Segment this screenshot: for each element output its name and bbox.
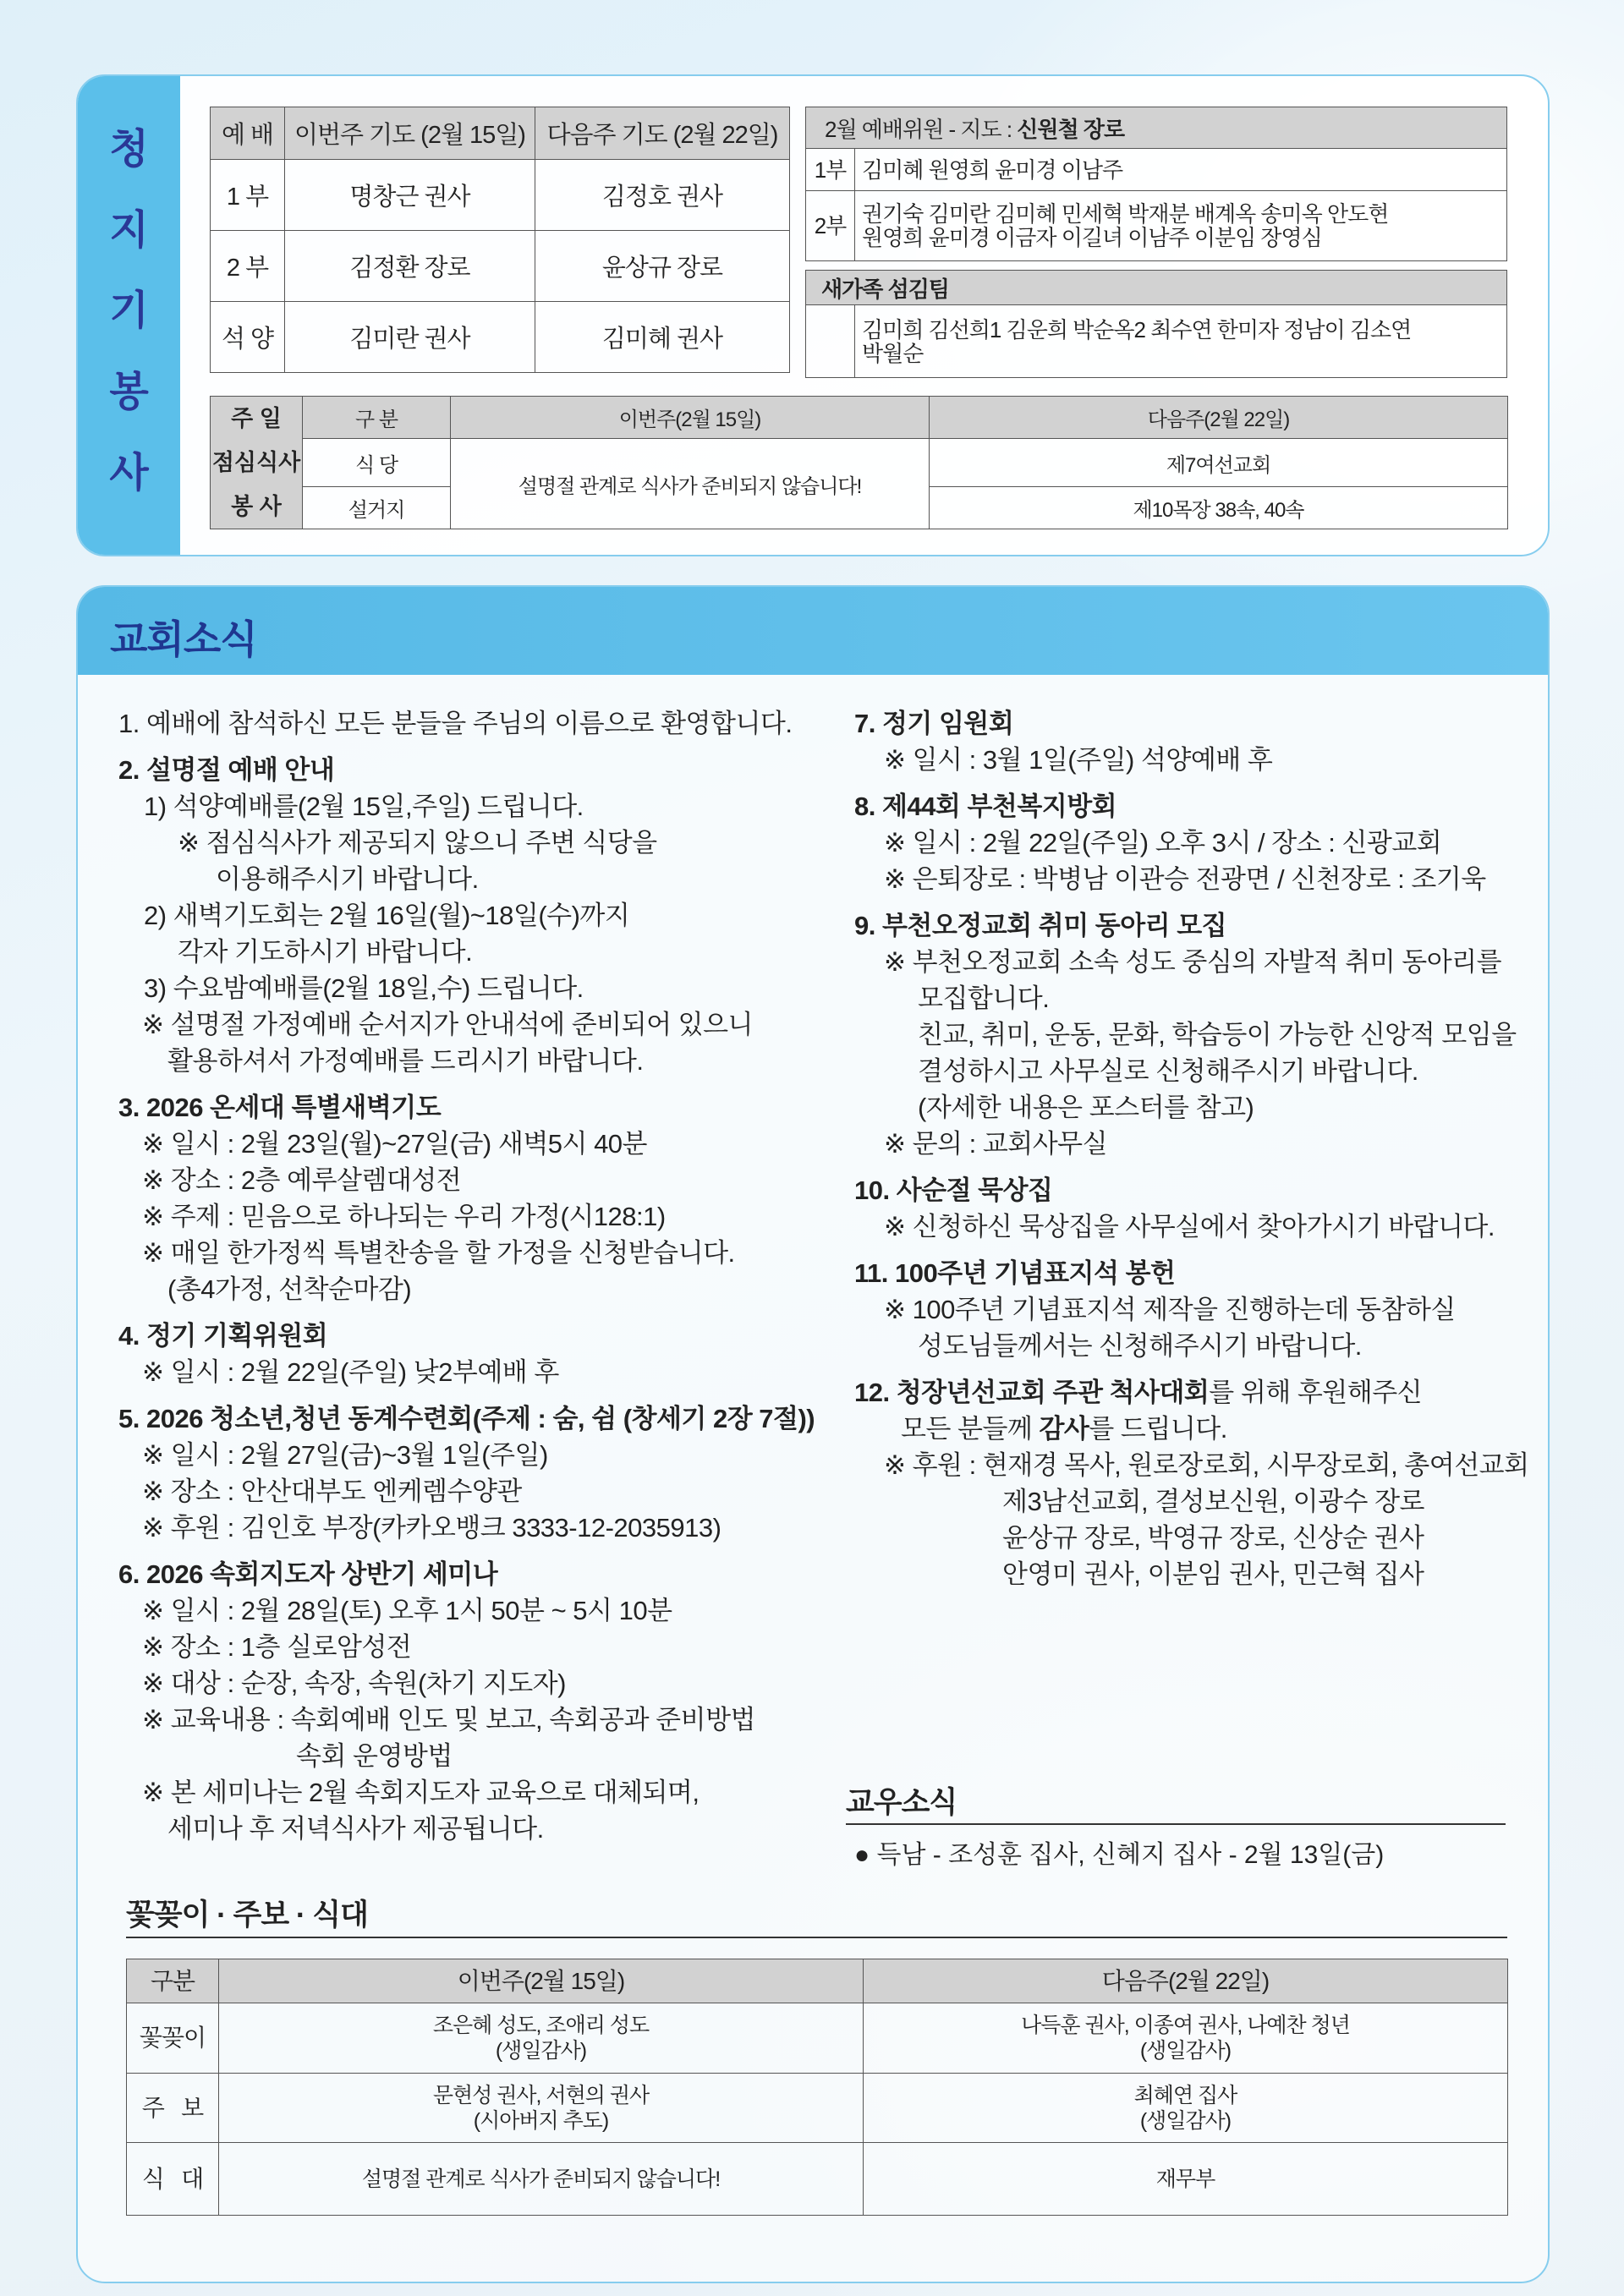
news-line xyxy=(854,1208,1529,1245)
header-cell: 다음주(2월 22일) xyxy=(930,397,1508,439)
this-week-cell: 설명절 관계로 식사가 준비되지 않습니다! xyxy=(451,439,930,529)
news-line xyxy=(118,825,815,861)
news-text: 모집합니다. xyxy=(918,984,1050,1013)
news-text: ※ 은퇴장로 : 박병남 이관승 전광면 / 신천장로 : 조기욱 xyxy=(884,864,1486,894)
news-text: 성도님들께서는 신청해주시기 바랍니다. xyxy=(918,1331,1362,1361)
news-line xyxy=(118,1198,815,1235)
names-line: 박월순 xyxy=(862,340,924,366)
news-line xyxy=(854,1483,1529,1520)
news-line xyxy=(118,934,815,970)
news-line xyxy=(854,1328,1529,1364)
news-text: ※ 일시 : 2월 22일(주일) 오후 3시 / 장소 : 신광교회 xyxy=(884,828,1442,858)
header-cell: 예 배 xyxy=(211,107,285,160)
side-label-line: 봉 사 xyxy=(231,494,282,519)
this-week-cell: 명창근 권사 xyxy=(285,160,535,231)
cell-line: 최혜연 집사 xyxy=(1133,2083,1237,2107)
names-cell xyxy=(855,191,1507,261)
news-text: 결성하시고 사무실로 신청해주시기 바랍니다. xyxy=(918,1056,1418,1086)
members-news-item xyxy=(854,1833,1384,1871)
news-text: 각자 기도하시기 바랍니다. xyxy=(178,937,473,967)
news-text: ※ 주제 : 믿음으로 하나되는 우리 가정(시128:1) xyxy=(142,1202,666,1231)
names-cell xyxy=(855,305,1507,378)
news-line xyxy=(854,1520,1529,1556)
news-text: 친교, 취미, 운동, 문화, 학습등이 가능한 신앙적 모임을 xyxy=(918,1020,1517,1049)
news-text: 감사 xyxy=(1039,1414,1089,1444)
divider xyxy=(126,1937,1507,1938)
news-left-column xyxy=(118,705,815,1847)
table-row xyxy=(806,305,1507,378)
names-line: 원영희 윤미경 이금자 이길녀 이남주 이분임 장영심 xyxy=(862,225,1322,250)
this-week-cell xyxy=(219,2074,864,2143)
news-text: 5. 2026 청소년,청년 동계수련회(주제 : 숨, 쉼 (창세기 2장 7절)) xyxy=(118,1404,815,1433)
title-char: 청 xyxy=(109,126,149,172)
this-week-cell: 김정환 장로 xyxy=(285,231,535,302)
names-cell: 김미혜 원영희 윤미경 이남주 xyxy=(855,149,1507,191)
news-text: 9. 부천오정교회 취미 동아리 모집 xyxy=(854,911,1227,940)
members-news-text: 득남 - 조성훈 집사, 신혜지 집사 - 2월 13일(금) xyxy=(876,1841,1385,1869)
news-right-column xyxy=(854,705,1529,1592)
news-text: 8. 제44회 부천복지방회 xyxy=(854,792,1117,821)
title-char: 사 xyxy=(109,451,149,496)
cell-line: (시아버지 추도) xyxy=(473,2108,609,2133)
names-line: 김미희 김선희1 김운희 박순옥2 최수연 한미자 정남이 김소연 xyxy=(862,316,1412,342)
next-week-cell: 윤상규 장로 xyxy=(535,231,790,302)
news-text: 를 위해 후원해주신 xyxy=(1209,1378,1423,1407)
lunch-service-table xyxy=(210,396,1508,529)
news-line xyxy=(118,1437,815,1473)
news-text: ※ 장소 : 1층 실로암성전 xyxy=(142,1632,412,1662)
next-week-cell: 제10목장 38속, 40속 xyxy=(930,487,1508,529)
news-text: ※ 부천오정교회 소속 성도 중심의 자발적 취미 동아리를 xyxy=(884,947,1502,977)
news-text: ※ 문의 : 교회사무실 xyxy=(884,1129,1108,1159)
title-char: 지 xyxy=(109,207,149,253)
news-text: ※ 장소 : 2층 예루살렘대성전 xyxy=(142,1165,462,1195)
news-text: ※ 매일 한가정씩 특별찬송을 할 가정을 신청받습니다. xyxy=(142,1238,735,1268)
row-label: 설거지 xyxy=(303,487,451,529)
leader-name: 신원철 장로 xyxy=(1017,116,1125,142)
news-text: 4. 정기 기획위원회 xyxy=(118,1321,328,1351)
row-label: 2부 xyxy=(806,191,855,261)
news-text: (총4가정, 선착순마감) xyxy=(167,1274,412,1304)
news-text: ※ 후원 : 현재경 목사, 원로장로회, 시무장로회, 총여선교회 xyxy=(884,1450,1529,1480)
news-text: 이용해주시기 바랍니다. xyxy=(216,864,479,894)
header-cell: 이번주(2월 15일) xyxy=(451,397,930,439)
header-cell: 구분 xyxy=(127,1959,219,2003)
news-heading xyxy=(118,1318,815,1354)
news-heading xyxy=(854,1172,1529,1208)
news-text: 속회 운영방법 xyxy=(296,1741,453,1771)
news-text: ※ 일시 : 2월 23일(월)~27일(금) 새벽5시 40분 xyxy=(142,1129,647,1159)
news-text: ※ 점심식사가 제공되지 않으니 주변 식당을 xyxy=(178,828,657,858)
next-week-cell xyxy=(864,2003,1508,2074)
title-char: 봉 xyxy=(109,370,149,415)
news-text: (자세한 내용은 포스터를 참고) xyxy=(918,1093,1254,1122)
header-cell: 다음주(2월 22일) xyxy=(864,1959,1508,2003)
news-line xyxy=(118,1235,815,1271)
news-text: ※ 교육내용 : 속회예배 인도 및 보고, 속회공과 준비방법 xyxy=(142,1705,755,1734)
service-cell: 2 부 xyxy=(211,231,285,302)
news-text: 12. 청장년선교회 주관 척사대회 xyxy=(854,1378,1210,1407)
news-heading xyxy=(118,1400,815,1437)
cell-line: 조은혜 성도, 조애리 성도 xyxy=(432,2014,650,2037)
table-header-row xyxy=(211,397,1508,439)
cell-line: 설명절 관계로 식사가 준비되지 않습니다! xyxy=(361,2167,721,2191)
this-week-cell xyxy=(219,2003,864,2074)
side-label-line: 점심식사 xyxy=(211,450,301,475)
news-line xyxy=(854,1447,1529,1483)
news-text: ※ 일시 : 2월 27일(금)~3월 1일(주일) xyxy=(142,1440,548,1470)
news-text: ※ 후원 : 김인호 부장(카카오뱅크 3333-12-2035913) xyxy=(142,1513,721,1543)
news-heading xyxy=(854,788,1529,825)
flowers-bulletin-meal-table xyxy=(126,1959,1508,2216)
row-label: 식 대 xyxy=(127,2143,219,2216)
title-prefix: 2월 예배위원 - 지도 : xyxy=(825,116,1018,142)
news-line xyxy=(118,1774,815,1811)
news-line xyxy=(118,861,815,897)
news-text: ※ 일시 : 2월 22일(주일) 낮2부예배 후 xyxy=(142,1357,559,1387)
church-news-card xyxy=(76,585,1550,2283)
divider xyxy=(846,1823,1506,1825)
stewardship-vertical-title xyxy=(78,76,180,555)
news-line xyxy=(854,1556,1529,1592)
news-text: ※ 100주년 기념표지석 제작을 진행하는데 동참하실 xyxy=(884,1295,1456,1324)
table-row xyxy=(211,231,790,302)
cell-line: (생일감사) xyxy=(1139,2108,1232,2133)
news-heading xyxy=(854,1374,1529,1411)
news-text: ※ 본 세미나는 2월 속회지도자 교육으로 대체되며, xyxy=(142,1778,700,1807)
news-text: 1. 예배에 참석하신 모든 분들을 주님의 이름으로 환영합니다. xyxy=(118,709,793,738)
newcomer-team-title: 새가족 섬김팀 xyxy=(806,271,1507,305)
service-cell: 석 양 xyxy=(211,302,285,373)
news-text: 윤상규 장로, 박영규 장로, 신상순 권사 xyxy=(1002,1523,1424,1553)
news-line xyxy=(854,980,1529,1016)
news-text: ※ 장소 : 안산대부도 엔케렘수양관 xyxy=(142,1477,522,1506)
news-line xyxy=(854,944,1529,980)
news-line xyxy=(854,742,1529,778)
table-row xyxy=(127,2074,1508,2143)
news-line xyxy=(118,1701,815,1738)
news-line xyxy=(854,1053,1529,1089)
news-line xyxy=(854,1291,1529,1328)
news-text: 1) 석양예배를(2월 15일,주일) 드립니다. xyxy=(144,792,584,821)
header-cell: 이번주(2월 15일) xyxy=(219,1959,864,2003)
table-row xyxy=(806,191,1507,261)
empty-cell xyxy=(806,305,855,378)
news-line xyxy=(118,1592,815,1629)
next-week-cell xyxy=(864,2143,1508,2216)
this-week-cell xyxy=(219,2143,864,2216)
news-line xyxy=(118,705,815,742)
stewardship-card xyxy=(76,74,1550,556)
bullet-icon: ● xyxy=(854,1841,870,1869)
news-line xyxy=(118,1126,815,1162)
table-row xyxy=(127,2003,1508,2074)
news-heading xyxy=(118,1556,815,1592)
news-line xyxy=(854,1126,1529,1162)
news-text: 10. 사순절 묵상집 xyxy=(854,1175,1053,1205)
cell-line: (생일감사) xyxy=(1139,2039,1232,2063)
news-text: 를 드립니다. xyxy=(1089,1414,1227,1444)
row-label: 1부 xyxy=(806,149,855,191)
header-cell: 이번주 기도 (2월 15일) xyxy=(285,107,535,160)
news-text: 모든 분들께 xyxy=(901,1414,1040,1444)
news-text: ※ 대상 : 순장, 속장, 속원(차기 지도자) xyxy=(142,1669,566,1698)
news-text: ※ 일시 : 3월 1일(주일) 석양예배 후 xyxy=(884,745,1273,775)
news-line xyxy=(118,1162,815,1198)
news-text: 2. 설명절 예배 안내 xyxy=(118,755,335,785)
title-char: 기 xyxy=(109,288,149,334)
news-heading xyxy=(854,1255,1529,1291)
news-line xyxy=(854,825,1529,861)
news-text: 3) 수요밤예배를(2월 18일,수) 드립니다. xyxy=(144,973,584,1003)
news-text: 7. 정기 임원회 xyxy=(854,709,1014,738)
worship-committee-table xyxy=(805,107,1507,261)
side-label-line: 주 일 xyxy=(231,406,282,431)
row-label: 주 보 xyxy=(127,2074,219,2143)
news-text: 6. 2026 속회지도자 상반기 세미나 xyxy=(118,1559,498,1589)
table-header-row xyxy=(127,1959,1508,2003)
church-news-header xyxy=(78,587,1548,675)
cell-line: 재무부 xyxy=(1155,2167,1215,2191)
news-text: ※ 신청하신 묵상집을 사무실에서 찾아가시기 바랍니다. xyxy=(884,1212,1495,1241)
news-heading xyxy=(118,1089,815,1126)
news-line xyxy=(118,1043,815,1079)
prayer-table xyxy=(210,107,790,373)
news-line xyxy=(118,1354,815,1390)
cell-line: (생일감사) xyxy=(495,2039,587,2063)
news-text: 3. 2026 온세대 특별새벽기도 xyxy=(118,1093,442,1122)
worship-committee-title xyxy=(806,107,1507,149)
news-text: 11. 100주년 기념표지석 봉헌 xyxy=(854,1258,1176,1288)
next-week-cell: 김미혜 권사 xyxy=(535,302,790,373)
news-line xyxy=(118,1510,815,1546)
news-heading xyxy=(118,752,815,788)
header-cell: 구 분 xyxy=(303,397,451,439)
next-week-cell: 제7여선교회 xyxy=(930,439,1508,487)
news-line xyxy=(118,897,815,934)
next-week-cell: 김정호 권사 xyxy=(535,160,790,231)
news-heading xyxy=(854,907,1529,944)
news-line xyxy=(118,1811,815,1847)
side-label xyxy=(211,397,303,529)
news-line xyxy=(118,1473,815,1510)
row-label: 식 당 xyxy=(303,439,451,487)
header-cell: 다음주 기도 (2월 22일) xyxy=(535,107,790,160)
names-line: 권기숙 김미란 김미혜 민세혁 박재분 배계옥 송미옥 안도현 xyxy=(862,201,1389,227)
service-cell: 1 부 xyxy=(211,160,285,231)
news-line xyxy=(854,1016,1529,1053)
news-line xyxy=(118,970,815,1006)
news-text: 2) 새벽기도회는 2월 16일(월)~18일(수)까지 xyxy=(144,901,630,930)
news-text: ※ 일시 : 2월 28일(토) 오후 1시 50분 ~ 5시 10분 xyxy=(142,1596,672,1625)
news-text: 세미나 후 저녁식사가 제공됩니다. xyxy=(167,1814,544,1844)
news-heading xyxy=(854,705,1529,742)
news-line xyxy=(118,1665,815,1701)
news-line xyxy=(118,1629,815,1665)
news-text: 안영미 권사, 이분임 권사, 민근혁 집사 xyxy=(1002,1559,1424,1589)
next-week-cell xyxy=(864,2074,1508,2143)
news-line xyxy=(118,788,815,825)
news-line xyxy=(854,1089,1529,1126)
table-header-row xyxy=(211,107,790,160)
table-row xyxy=(211,439,1508,487)
news-line xyxy=(118,1271,815,1307)
table-row xyxy=(806,149,1507,191)
news-text: ※ 설명절 가정예배 순서지가 안내석에 준비되어 있으니 xyxy=(142,1010,753,1039)
this-week-cell: 김미란 권사 xyxy=(285,302,535,373)
row-label: 꽃꽂이 xyxy=(127,2003,219,2074)
church-news-title: 교회소식 xyxy=(110,617,257,661)
cell-line: 문현성 권사, 서현의 권사 xyxy=(432,2083,650,2107)
members-news-title: 교우소식 xyxy=(846,1786,957,1819)
table-row xyxy=(127,2143,1508,2216)
news-line xyxy=(854,1411,1529,1447)
table-row xyxy=(211,160,790,231)
flowers-title: 꽃꽂이 · 주보 · 식대 xyxy=(126,1899,368,1932)
cell-line: 나득훈 권사, 이종여 권사, 나예찬 청년 xyxy=(1021,2014,1350,2037)
news-text: 제3남선교회, 결성보신원, 이광수 장로 xyxy=(1002,1487,1424,1516)
newcomer-team-table xyxy=(805,270,1507,378)
news-line xyxy=(854,861,1529,897)
news-text: 활용하셔서 가정예배를 드리시기 바랍니다. xyxy=(167,1046,644,1076)
news-line xyxy=(118,1006,815,1043)
table-row xyxy=(211,302,790,373)
news-line xyxy=(118,1738,815,1774)
